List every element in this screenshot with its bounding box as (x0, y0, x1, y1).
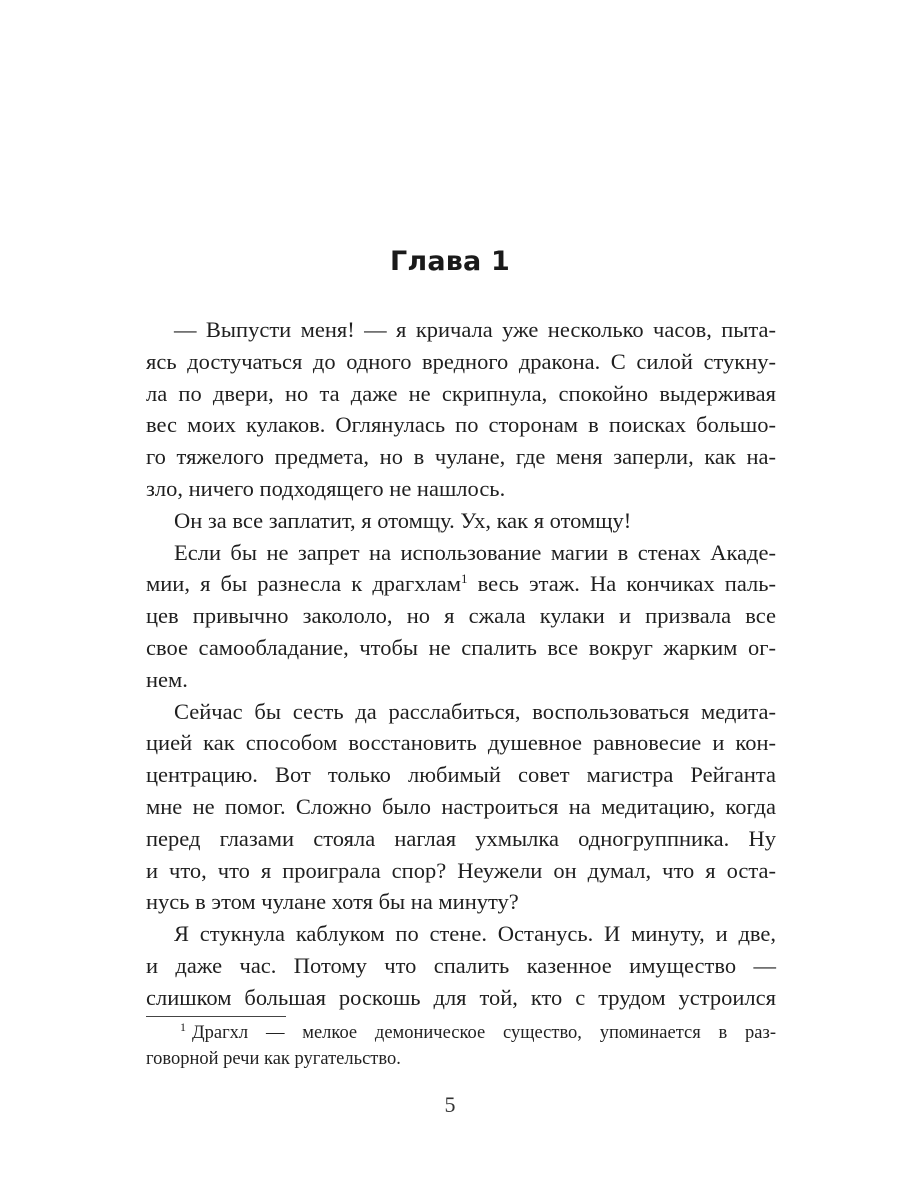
text-line: перед глазами стояла наглая ухмылка одногруппника. Ну (146, 825, 776, 851)
text-line: Сейчас бы сесть да расслабиться, воспользоваться медита- (174, 698, 776, 724)
text-line: нем. (146, 666, 188, 692)
text-line: вес моих кулаков. Оглянулась по сторонам в поисках большо- (146, 412, 776, 438)
text-line: и что, что я проиграла спор? Неужели он думал, что я оста- (146, 857, 776, 883)
text-line: Он за все заплатит, я отомщу. Ух, как я отомщу! (174, 507, 632, 533)
footnote-reference[interactable]: 1 (460, 571, 468, 587)
page-number: 5 (444, 1092, 456, 1117)
text-line: цией как способом восстановить душевное равновесие и кон- (146, 730, 776, 756)
text-line: и даже час. Потому что спалить казенное имущество — (146, 952, 776, 978)
text-line: — Выпусти меня! — я кричала уже несколько часов, пыта- (174, 317, 776, 342)
text-line-with-footnote (146, 568, 776, 600)
text-line: нусь в этом чулане хотя бы на минуту? (146, 889, 519, 915)
footnote-line: говорной речи как ругательство. (146, 1049, 401, 1069)
text-fragment: мии, я бы разнесла к драгхлам (146, 571, 461, 597)
text-line: зло, ничего подходящего не нашлось. (146, 475, 506, 501)
text-line: ла по двери, но та даже не скрипнула, спокойно выдерживая (146, 380, 776, 406)
footnote-marker: 1 (180, 1020, 186, 1034)
footnote (146, 1020, 776, 1072)
text-line: свое самообладание, чтобы не спалить все вокруг жарким ог- (146, 634, 776, 660)
footnote-text: Драгхл — мелкое демоническое существо, упоминается в раз- (192, 1023, 776, 1043)
chapter-title: Глава 1 (389, 246, 511, 277)
text-line: Я стукнула каблуком по стене. Останусь. И минуту, и две, (174, 921, 776, 947)
text-line: центрацию. Вот только любимый совет магистра Рейганта (146, 762, 776, 788)
text-line: слишком большая роскошь для той, кто с трудом устроился (146, 984, 776, 1010)
footnote-divider (146, 1016, 286, 1017)
body-text (146, 314, 776, 1014)
text-line: Если бы не запрет на использование магии в стенах Акаде- (174, 539, 776, 565)
text-line: цев привычно закололо, но я сжала кулаки и призвала все (146, 603, 776, 629)
text-fragment: весь этаж. На кончиках паль- (477, 571, 776, 597)
footnote-line (146, 1020, 776, 1046)
text-line: го тяжелого предмета, но в чулане, где меня заперли, как на- (146, 444, 776, 470)
text-line: мне не помог. Сложно было настроиться на медитацию, когда (146, 793, 776, 819)
text-line: ясь достучаться до одного вредного дракона. С силой стукну- (146, 348, 776, 374)
